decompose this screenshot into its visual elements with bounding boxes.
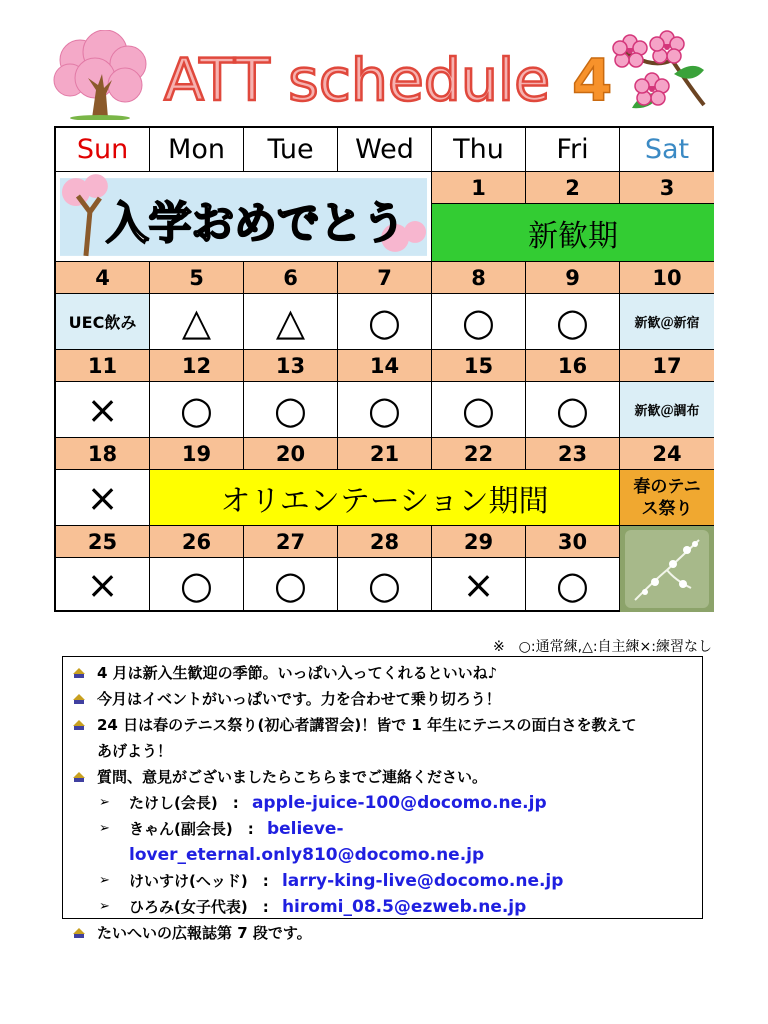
day-number: 29 — [432, 526, 526, 558]
welcome-banner — [56, 172, 432, 262]
practice-mark: ○ — [526, 382, 620, 438]
day-number: 11 — [56, 350, 150, 382]
day-number: 4 — [56, 262, 150, 294]
notes-box — [62, 656, 703, 942]
weekday-mon: Mon — [150, 128, 244, 172]
event-welcome-party-shinjuku: 新歓＠新宿 — [620, 294, 714, 350]
event-uec-party: UEC飲み — [56, 294, 150, 350]
calendar-grid — [54, 126, 714, 612]
bullet-icon — [71, 926, 87, 940]
day-number: 26 — [150, 526, 244, 558]
bullet-icon — [71, 718, 87, 732]
day-number: 18 — [56, 438, 150, 470]
day-number: 13 — [244, 350, 338, 382]
arrow-bullet-icon: ➢ — [99, 873, 110, 888]
day-number: 9 — [526, 262, 620, 294]
note-item — [69, 712, 696, 764]
note-item — [69, 660, 696, 686]
day-number: 2 — [526, 172, 620, 204]
event-label-line: ス祭り — [641, 498, 693, 519]
event-label-line: 春のテニ — [633, 476, 701, 497]
day-number: 7 — [338, 262, 432, 294]
weekday-fri: Fri — [526, 128, 620, 172]
sakura-flower-icon — [612, 30, 712, 122]
practice-mark: ○ — [150, 382, 244, 438]
bullet-icon — [71, 770, 87, 784]
day-number: 25 — [56, 526, 150, 558]
weekday-sun: Sun — [56, 128, 150, 172]
day-number: 10 — [620, 262, 714, 294]
day-number: 23 — [526, 438, 620, 470]
day-number: 1 — [432, 172, 526, 204]
day-number: 6 — [244, 262, 338, 294]
weekday-tue: Tue — [244, 128, 338, 172]
note-text: 24 日は春のテニス祭り(初心者講習会)！皆で 1 年生にテニスの面白さを教えて — [97, 716, 637, 734]
contact-name: ひろみ(女子代表) : — [129, 898, 269, 916]
practice-mark: ○ — [432, 294, 526, 350]
day-number: 30 — [526, 526, 620, 558]
contact-email[interactable]: larry-king-live@docomo.ne.jp — [281, 871, 564, 891]
practice-mark: △ — [150, 294, 244, 350]
event-spring-tennis-festival — [620, 470, 714, 526]
cherry-tree-icon — [50, 30, 150, 120]
day-number: 3 — [620, 172, 714, 204]
practice-mark: ○ — [526, 294, 620, 350]
contact-email[interactable]: apple-juice-100@docomo.ne.jp — [251, 793, 547, 813]
practice-mark: × — [56, 382, 150, 438]
note-text: 4 月は新入生歓迎の季節。いっぱい入ってくれるといいね♪ — [97, 664, 498, 682]
practice-mark: × — [56, 558, 150, 612]
event-freshman-welcome-period: 新歓期 — [432, 204, 714, 262]
contact-item — [69, 894, 696, 920]
note-text: あげよう！ — [97, 742, 173, 760]
decorative-flower-photo — [620, 526, 714, 612]
symbol-legend: ※ ○:通常練,△:自主練×:練習なし — [492, 639, 712, 655]
bullet-icon — [71, 666, 87, 680]
note-text: たいへいの広報誌第 7 段です。 — [97, 924, 312, 942]
weekday-thu: Thu — [432, 128, 526, 172]
event-welcome-party-chofu: 新歓＠調布 — [620, 382, 714, 438]
contact-name: けいすけ(ヘッド) : — [129, 872, 269, 890]
page-title — [160, 42, 630, 114]
welcome-banner-art — [56, 172, 431, 262]
practice-mark: ○ — [244, 382, 338, 438]
day-number: 17 — [620, 350, 714, 382]
practice-mark: ○ — [338, 382, 432, 438]
contact-name: きゃん(副会長) : — [129, 820, 254, 838]
day-number: 15 — [432, 350, 526, 382]
practice-mark: △ — [244, 294, 338, 350]
weekday-wed: Wed — [338, 128, 432, 172]
plum-blossom-image — [625, 530, 709, 608]
note-item — [69, 764, 696, 790]
day-number: 24 — [620, 438, 714, 470]
welcome-text: 入学おめでとう — [105, 197, 406, 249]
day-number: 8 — [432, 262, 526, 294]
contact-item — [69, 816, 696, 868]
day-number: 5 — [150, 262, 244, 294]
arrow-bullet-icon: ➢ — [99, 899, 110, 914]
title-text: ATT schedule — [164, 46, 550, 114]
arrow-bullet-icon: ➢ — [99, 795, 110, 810]
practice-mark: ○ — [338, 558, 432, 612]
practice-mark: ○ — [432, 382, 526, 438]
day-number: 19 — [150, 438, 244, 470]
note-item — [69, 686, 696, 712]
arrow-bullet-icon: ➢ — [99, 821, 110, 836]
day-number: 20 — [244, 438, 338, 470]
day-number: 14 — [338, 350, 432, 382]
day-number: 12 — [150, 350, 244, 382]
day-number: 16 — [526, 350, 620, 382]
practice-mark: × — [56, 470, 150, 526]
practice-mark: ○ — [526, 558, 620, 612]
event-orientation-period: オリエンテーション期間 — [150, 470, 620, 526]
practice-mark: ○ — [338, 294, 432, 350]
bullet-icon — [71, 692, 87, 706]
contact-email[interactable]: believe-lover_eternal.only810@docomo.ne.jp — [129, 819, 485, 865]
day-number: 21 — [338, 438, 432, 470]
day-number: 22 — [432, 438, 526, 470]
practice-mark: ○ — [150, 558, 244, 612]
month-number: 4 — [572, 46, 613, 114]
practice-mark: ○ — [244, 558, 338, 612]
weekday-sat: Sat — [620, 128, 714, 172]
day-number: 28 — [338, 526, 432, 558]
note-item — [69, 920, 696, 946]
contact-item — [69, 790, 696, 816]
practice-mark: × — [432, 558, 526, 612]
contact-email[interactable]: hiromi_08.5@ezweb.ne.jp — [281, 897, 527, 917]
note-text: 質問、意見がございましたらこちらまでご連絡ください。 — [97, 768, 488, 786]
day-number: 27 — [244, 526, 338, 558]
contact-name: たけし(会長) : — [129, 794, 239, 812]
note-text: 今月はイベントがいっぱいです。力を合わせて乗り切ろう！ — [97, 690, 501, 708]
contact-item — [69, 868, 696, 894]
